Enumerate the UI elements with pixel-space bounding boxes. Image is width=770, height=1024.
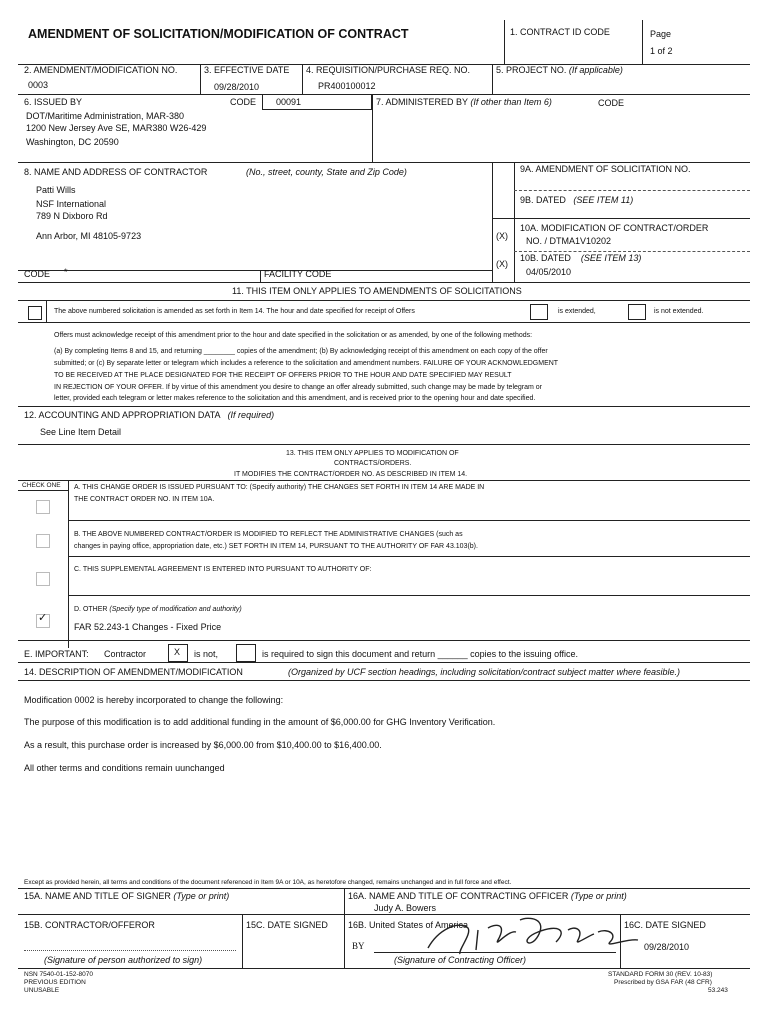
item-9b-label: 9B. DATED (SEE ITEM 11) <box>520 195 634 205</box>
item-13b-line-1: B. THE ABOVE NUMBERED CONTRACT/ORDER IS MODIFIED TO REFLECT THE ADMINISTRATIVE CHANGES (such as <box>74 531 463 538</box>
officer-16a-value: Judy A. Bowers <box>374 903 437 913</box>
item-11-para-3: TO BE RECEIVED AT THE PLACE DESIGNATED FOR THE RECEIPT OF OFFERS PRIOR TO THE HOUR AND DATE SPECIFIED MAY RESULT <box>54 372 512 379</box>
page-label: Page <box>650 29 672 39</box>
item-14-label: 14. DESCRIPTION OF AMENDMENT/MODIFICATION <box>24 667 243 677</box>
is-not-x: X <box>174 647 181 657</box>
item-12-label: 12. ACCOUNTING AND APPROPRIATION DATA (If required) <box>24 410 275 420</box>
date-16c-value: 09/28/2010 <box>644 942 690 952</box>
form-title: AMENDMENT OF SOLICITATION/MODIFICATION OF CONTRACT <box>28 27 409 41</box>
usa-16b-label: 16B. United States of America <box>348 920 469 930</box>
issued-code-label: CODE <box>230 97 257 107</box>
issued-by-label: 6. ISSUED BY <box>24 97 83 107</box>
issued-line-2: 1200 New Jersey Ave SE, MAR380 W26-429 <box>26 123 207 133</box>
contractor-line-2: NSF International <box>36 199 107 209</box>
item-10b-value: 04/05/2010 <box>526 267 572 277</box>
signer-15a-label: 15A. NAME AND TITLE OF SIGNER (Type or print) <box>24 891 230 901</box>
amendment-no-label: 2. AMENDMENT/MODIFICATION NO. <box>24 65 178 75</box>
is-not-extended-label: is not extended. <box>654 308 704 315</box>
item-13c-line: C. THIS SUPPLEMENTAL AGREEMENT IS ENTERED INTO PURSUANT TO AUTHORITY OF: <box>74 566 372 573</box>
issued-line-1: DOT/Maritime Administration, MAR-380 <box>26 111 185 121</box>
nsn-line-1: NSN 7540-01-152-8070 <box>24 971 94 978</box>
item-13b-line-2: changes in paying office, appropriation date, etc.) SET FORTH IN ITEM 14, PURSUANT TO THE AUTHORITY OF FAR 43.103(b). <box>74 543 478 550</box>
std-line-2: Prescribed by GSA FAR (48 CFR) <box>614 979 712 986</box>
officer-16a-label: 16A. NAME AND TITLE OF CONTRACTING OFFICER (Type or print) <box>348 891 627 901</box>
contracting-officer-signature <box>398 910 658 966</box>
check-one-label: CHECK ONE <box>22 482 61 489</box>
is-not-label: is not, <box>194 649 219 659</box>
signature-person-caption: (Signature of person authorized to sign) <box>44 955 203 965</box>
item-9a-label: 9A. AMENDMENT OF SOLICITATION NO. <box>520 164 691 174</box>
item-13d-value: FAR 52.243-1 Changes - Fixed Price <box>74 622 222 632</box>
date-16c-label: 16C. DATE SIGNED <box>624 920 706 930</box>
page-value: 1 of 2 <box>650 46 673 56</box>
item-13-heading-2: CONTRACTS/ORDERS. <box>334 460 412 467</box>
std-line-1: STANDARD FORM 30 (REV. 10-83) <box>608 971 713 978</box>
item-10b-label: 10B. DATED (SEE ITEM 13) <box>520 253 642 263</box>
contractor-line-5: Ann Arbor, MI 48105-9723 <box>36 231 142 241</box>
effective-date-label: 3. EFFECTIVE DATE <box>204 65 290 75</box>
important-contractor: Contractor <box>104 649 147 659</box>
item-13b-checkbox[interactable] <box>36 534 50 548</box>
item-10a-label: 10A. MODIFICATION OF CONTRACT/ORDER <box>520 223 709 233</box>
item-11-para-5: letter, provided each telegram or letter makes reference to the solicitation and this amendment, and is received prior to the opening hour and date specified. <box>54 395 536 402</box>
item-11-line-2: Offers must acknowledge receipt of this amendment prior to the hour and date specified in the solicitation or as amended, by one of the following methods: <box>54 332 533 339</box>
by-label: BY <box>352 941 365 951</box>
item-11-line-1: The above numbered solicitation is amended as set forth in Item 14. The hour and date specified for receipt of Offers <box>54 308 415 315</box>
contractor-15b-label: 15B. CONTRACTOR/OFFEROR <box>24 920 155 930</box>
contract-id-label: 1. CONTRACT ID CODE <box>510 27 610 37</box>
nsn-line-3: UNUSABLE <box>24 987 60 994</box>
contractor-code-label: CODE <box>24 269 51 279</box>
signature-officer-caption: (Signature of Contracting Officer) <box>394 955 527 965</box>
item-14-line-4: All other terms and conditions remain uunchanged <box>24 763 225 773</box>
item-11-checkbox[interactable] <box>28 306 42 320</box>
item-14-line-3: As a result, this purchase order is increased by $6,000.00 from $10,400.00 to $16,400.00. <box>24 740 382 750</box>
sf30-form <box>18 20 750 1000</box>
item-10b-x: (X) <box>496 259 508 269</box>
is-required-checkbox[interactable] <box>236 644 256 662</box>
std-line-3: 53.243 <box>708 987 728 994</box>
effective-date-value: 09/28/2010 <box>214 82 260 92</box>
requisition-value: PR400100012 <box>318 81 376 91</box>
administered-by-label: 7. ADMINISTERED BY (If other than Item 6) <box>376 97 552 107</box>
item-13c-checkbox[interactable] <box>36 572 50 586</box>
contractor-line-1: Patti Wills <box>36 185 76 195</box>
requisition-label: 4. REQUISITION/PURCHASE REQ. NO. <box>306 65 471 75</box>
is-not-extended-checkbox[interactable] <box>628 304 646 320</box>
nsn-line-2: PREVIOUS EDITION <box>24 979 86 986</box>
item-10a-x: (X) <box>496 231 508 241</box>
contractor-code-value: * <box>64 267 68 277</box>
administered-code-label: CODE <box>598 98 625 108</box>
contractor-line-3: 789 N Dixboro Rd <box>36 211 108 221</box>
facility-code-label: FACILITY CODE <box>264 269 332 279</box>
amendment-no-value: 0003 <box>28 80 49 90</box>
item-13a-checkbox[interactable] <box>36 500 50 514</box>
date-15c-label: 15C. DATE SIGNED <box>246 920 328 930</box>
item-13a-line-1: A. THIS CHANGE ORDER IS ISSUED PURSUANT TO: (Specify authority) THE CHANGES SET FORTH IN ITEM 14 ARE MADE IN <box>74 484 485 491</box>
except-line: Except as provided herein, all terms and conditions of the document referenced in Item 9A or 10A, as heretofore changed, remains unchanged and in full force and effect. <box>24 879 512 886</box>
item-14-line-2: The purpose of this modification is to add additional funding in the amount of $6,000.00 for GHG Inventory Verification. <box>24 717 496 727</box>
item-13-heading-1: 13. THIS ITEM ONLY APPLIES TO MODIFICATION OF <box>286 450 459 457</box>
issued-code-value: 00091 <box>276 97 302 107</box>
contractor-label: 8. NAME AND ADDRESS OF CONTRACTOR <box>24 167 208 177</box>
item-11-para-1: (a) By completing Items 8 and 15, and returning ________ copies of the amendment; (b) By acknowledging receipt of this amendment on each copy of the offer <box>54 348 548 355</box>
item-11-heading: 11. THIS ITEM ONLY APPLIES TO AMENDMENTS OF SOLICITATIONS <box>232 286 522 296</box>
item-11-para-4: IN REJECTION OF YOUR OFFER. If by virtue of this amendment you desire to change an offer already submitted, such change may be made by telegram or <box>54 384 543 391</box>
item-13d-check-icon: ✓ <box>38 612 48 624</box>
important-text: is required to sign this document and return ______ copies to the issuing office. <box>262 649 579 659</box>
item-10a-value: NO. / DTMA1V10202 <box>526 236 612 246</box>
item-14-note: (Organized by UCF section headings, including solicitation/contract subject matter where feasible.) <box>288 667 681 677</box>
item-13-heading-3: IT MODIFIES THE CONTRACT/ORDER NO. AS DESCRIBED IN ITEM 14. <box>234 471 468 478</box>
project-no-label: 5. PROJECT NO. (If applicable) <box>496 65 623 75</box>
item-13d-label: D. OTHER (Specify type of modification and authority) <box>74 606 242 613</box>
is-extended-label: is extended, <box>558 308 596 315</box>
is-extended-checkbox[interactable] <box>530 304 548 320</box>
item-13a-line-2: THE CONTRACT ORDER NO. IN ITEM 10A. <box>74 496 215 503</box>
item-12-value: See Line Item Detail <box>40 427 122 437</box>
item-11-para-2: submitted; or (c) By separate letter or telegram which includes a reference to the solicitation and amendment numbers. FAILURE OF YOUR ACKNOWLEDGMENT <box>54 360 559 367</box>
contractor-note: (No., street, county, State and Zip Code) <box>246 167 407 177</box>
issued-line-3: Washington, DC 20590 <box>26 137 119 147</box>
important-label: E. IMPORTANT: <box>24 649 89 659</box>
item-14-line-1: Modification 0002 is hereby incorporated to change the following: <box>24 695 284 705</box>
